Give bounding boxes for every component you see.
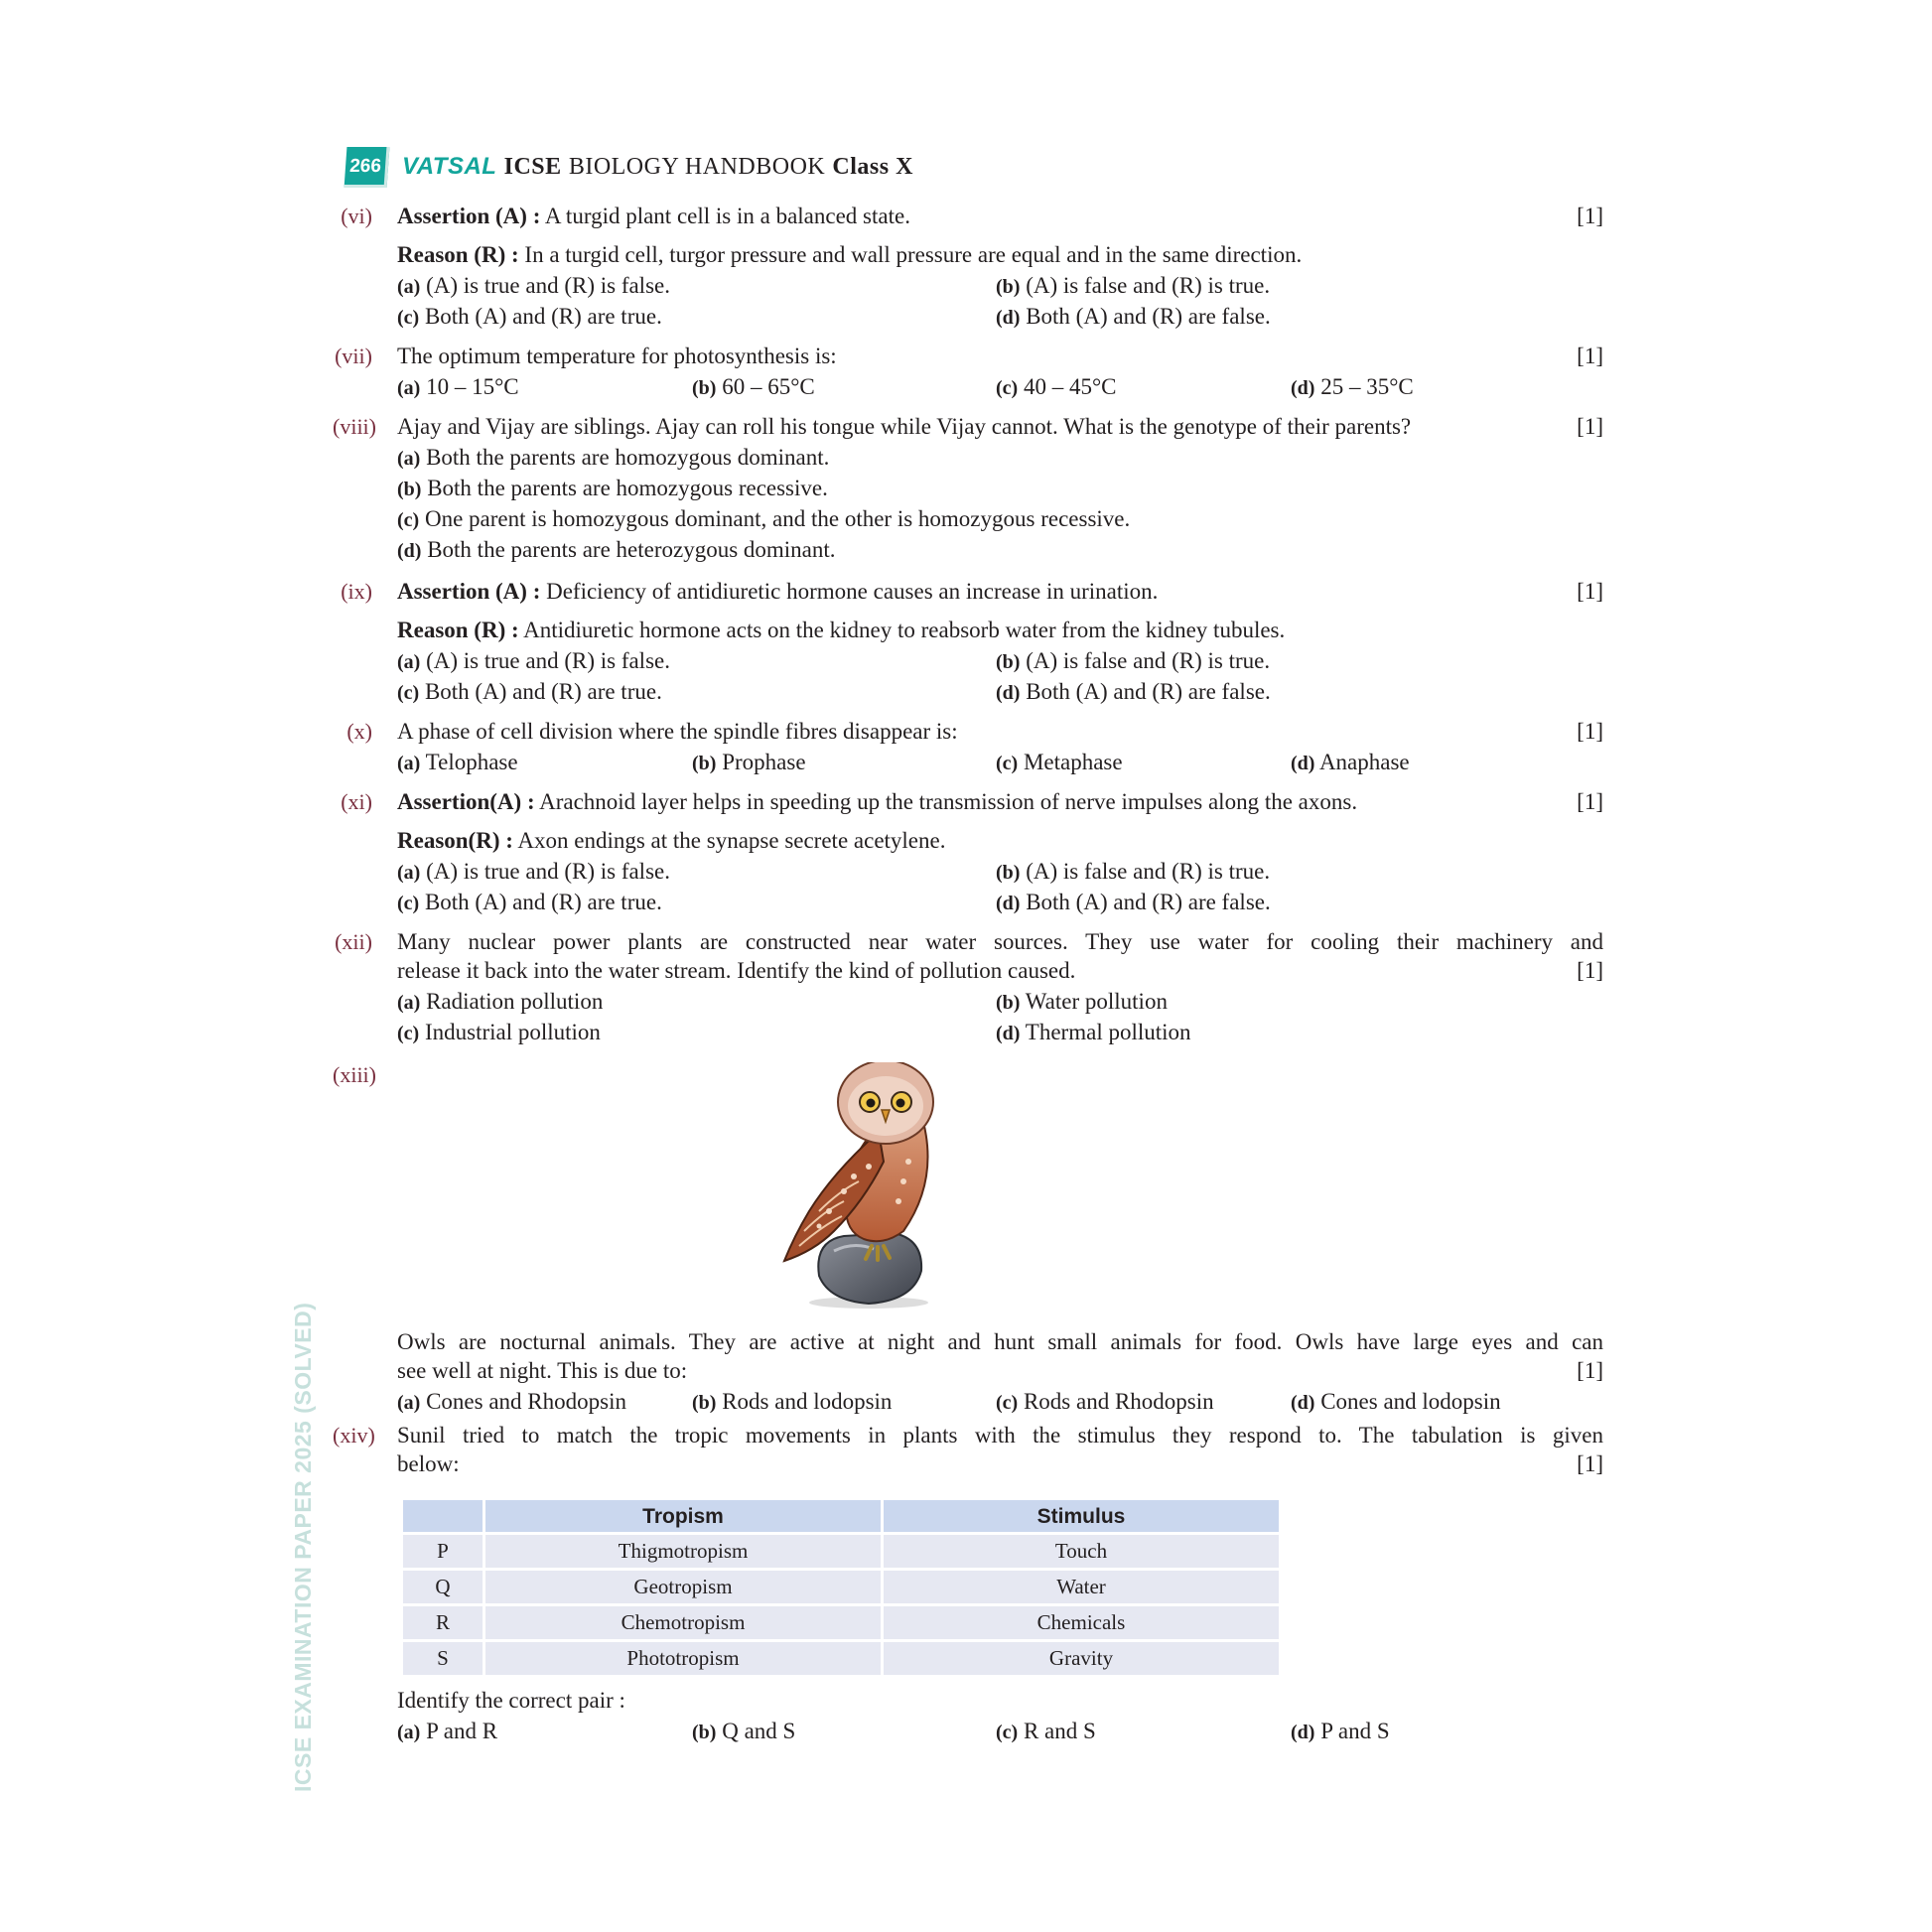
marks: [1] [1577,719,1603,744]
option-c[interactable]: (c) R and S [996,1719,1096,1743]
option-row [397,856,1603,887]
option-a[interactable]: (a) Telophase [397,750,518,774]
assertion-text: Deficiency of antidiuretic hormone causes an increase in urination. [546,579,1159,604]
reason-label: Reason(R) : [397,828,513,853]
marks: [1] [1577,1358,1603,1383]
option-row [397,1716,1603,1746]
table-cell: P [403,1535,483,1568]
question-number: (vi) [341,204,372,228]
option-c[interactable]: (c) Metaphase [996,750,1123,774]
table-cell: Q [403,1571,483,1603]
marks: [1] [1577,579,1603,604]
option-c[interactable]: (c) Industrial pollution [397,1020,601,1044]
option-row [397,1017,1603,1047]
question-text-line-2: below: [397,1451,460,1476]
question-viii [333,411,1603,566]
question-number: (viii) [333,414,376,439]
option-b[interactable]: (b) Both the parents are homozygous recessive. [397,476,828,500]
marks: [1] [1577,204,1603,228]
page-number: 266 [345,147,390,188]
reason [397,825,1603,856]
assertion-label: Assertion (A) : [397,579,541,604]
option-row [397,747,1603,777]
table-cell: Thigmotropism [485,1535,881,1568]
reason-text: Antidiuretic hormone acts on the kidney to reabsorb water from the kidney tubules. [523,618,1286,642]
question-text-line-1: Owls are nocturnal animals. They are active at night and hunt small animals for food. Owls have large eyes and can [397,1329,1603,1354]
option-row [397,645,1603,676]
table-row [403,1606,1279,1639]
option-b[interactable]: (b) Rods and lodopsin [692,1389,893,1414]
question-text: Ajay and Vijay are siblings. Ajay can roll his tongue while Vijay cannot. What is the genotype of their parents? [397,414,1412,439]
question-xiv-options [343,1685,1603,1746]
reason-label: Reason (R) : [397,242,519,267]
table-cell: Chemotropism [485,1606,881,1639]
assertion-label: Assertion (A) : [397,204,541,228]
table-cell: R [403,1606,483,1639]
reason-label: Reason (R) : [397,618,519,642]
option-row [397,270,1603,301]
marks: [1] [1577,344,1603,368]
tropism-table [400,1497,1282,1678]
reason [397,615,1603,645]
brand-name: VATSAL [402,153,497,180]
option-b[interactable]: (b) (A) is false and (R) is true. [996,273,1271,298]
reason-text: In a turgid cell, turgor pressure and wall pressure are equal and in the same direction. [524,242,1303,267]
question-xii [335,926,1603,1049]
question-number: (ix) [341,579,372,604]
option-b[interactable]: (b) Prophase [692,750,806,774]
assertion [397,576,1603,607]
question-number: (xiv) [333,1423,375,1448]
option-d[interactable]: (d) Both the parents are heterozygous dominant. [397,537,836,562]
option-a[interactable]: (a) (A) is true and (R) is false. [397,648,670,673]
option-c[interactable]: (c) 40 – 45°C [996,374,1117,399]
marks: [1] [1577,789,1603,814]
option-d[interactable]: (d) Both (A) and (R) are false. [996,890,1271,914]
series-name: ICSE [503,154,562,180]
option-c[interactable]: (c) Rods and Rhodopsin [996,1389,1214,1414]
side-watermark-text: ICSE EXAMINATION PAPER 2025 (SOLVED) [290,1302,316,1792]
option-d[interactable]: (d) Both (A) and (R) are false. [996,679,1271,704]
option-b[interactable]: (b) (A) is false and (R) is true. [996,859,1271,884]
option-row [397,676,1603,707]
table-cell: Geotropism [485,1571,881,1603]
option-b[interactable]: (b) Water pollution [996,989,1168,1014]
table-cell: Chemicals [884,1606,1279,1639]
table-header: Tropism [485,1500,881,1532]
question-prompt: Identify the correct pair : [397,1688,625,1713]
table-header: Stimulus [884,1500,1279,1532]
table-row [403,1642,1279,1675]
question-text-line-2: release it back into the water stream. Identify the kind of pollution caused. [397,958,1076,983]
assertion-text: A turgid plant cell is in a balanced state. [544,204,910,228]
option-a[interactable]: (a) P and R [397,1719,498,1743]
option-d[interactable]: (d) Thermal pollution [996,1020,1191,1044]
table-cell: Touch [884,1535,1279,1568]
question-vi [343,201,1603,330]
question-number: (xi) [341,789,372,814]
option-b[interactable]: (b) (A) is false and (R) is true. [996,648,1271,673]
class-label: Class X [832,154,913,180]
question-number: (vii) [335,344,372,368]
option-b[interactable]: (b) Q and S [692,1719,796,1743]
question-vii [335,341,1603,402]
question-text: A phase of cell division where the spindle fibres disappear is: [397,719,958,744]
option-a[interactable]: (a) Both the parents are homozygous dominant. [397,445,830,470]
option-row [397,301,1603,332]
option-a[interactable]: (a) (A) is true and (R) is false. [397,859,670,884]
reason [397,239,1603,270]
question-ix [343,576,1603,705]
option-d[interactable]: (d) Cones and lodopsin [1291,1389,1501,1414]
marks: [1] [1577,958,1603,983]
assertion [397,786,1603,817]
option-c[interactable]: (c) Both (A) and (R) are true. [397,304,662,329]
option-a[interactable]: (a) (A) is true and (R) is false. [397,273,670,298]
option-a[interactable]: (a) 10 – 15°C [397,374,519,399]
option-row [397,1386,1603,1417]
option-row [397,986,1603,1017]
reason-text: Axon endings at the synapse secrete acetylene. [517,828,946,853]
question-number: (xiii) [333,1062,376,1087]
option-row [397,887,1603,917]
option-d[interactable]: (d) P and S [1291,1719,1390,1743]
table-header-row [403,1500,1279,1532]
running-header [345,147,913,187]
option-c[interactable]: (c) Both (A) and (R) are true. [397,679,662,704]
marks: [1] [1577,1451,1603,1476]
question-x [343,716,1603,777]
option-a[interactable]: (a) Cones and Rhodopsin [397,1389,626,1414]
book-title [402,151,913,183]
question-number: (xii) [335,929,372,954]
option-b[interactable]: (b) 60 – 65°C [692,374,815,399]
option-d[interactable]: (d) Both (A) and (R) are false. [996,304,1271,329]
table-row [403,1571,1279,1603]
question-text-line-1: Sunil tried to match the tropic movements in plants with the stimulus they respond to. The tabulation is given [397,1423,1603,1448]
option-d[interactable]: (d) Anaphase [1291,750,1410,774]
table-cell: S [403,1642,483,1675]
question-text: The optimum temperature for photosynthesis is: [397,344,837,368]
option-c[interactable]: (c) Both (A) and (R) are true. [397,890,662,914]
option-d[interactable]: (d) 25 – 35°C [1291,374,1414,399]
marks: [1] [1577,414,1603,439]
owl-illustration [774,1062,973,1311]
table-cell: Gravity [884,1642,1279,1675]
option-a[interactable]: (a) Radiation pollution [397,989,604,1014]
table-row [403,1535,1279,1568]
question-xiv [333,1420,1603,1489]
table-cell: Water [884,1571,1279,1603]
table-header [403,1500,483,1532]
table-cell: Phototropism [485,1642,881,1675]
question-text-line-2: see well at night. This is due to: [397,1358,688,1383]
question-xi [343,786,1603,915]
option-row [397,371,1603,402]
option-c[interactable]: (c) One parent is homozygous dominant, and the other is homozygous recessive. [397,506,1131,531]
question-text-line-1: Many nuclear power plants are constructed near water sources. They use water for cooling their machinery and [397,929,1603,954]
subject-name: BIOLOGY HANDBOOK [568,154,826,180]
assertion-text: Arachnoid layer helps in speeding up the transmission of nerve impulses along the axons. [539,789,1358,814]
question-number: (x) [346,719,372,744]
assertion-label: Assertion(A) : [397,789,535,814]
assertion [397,201,1603,231]
